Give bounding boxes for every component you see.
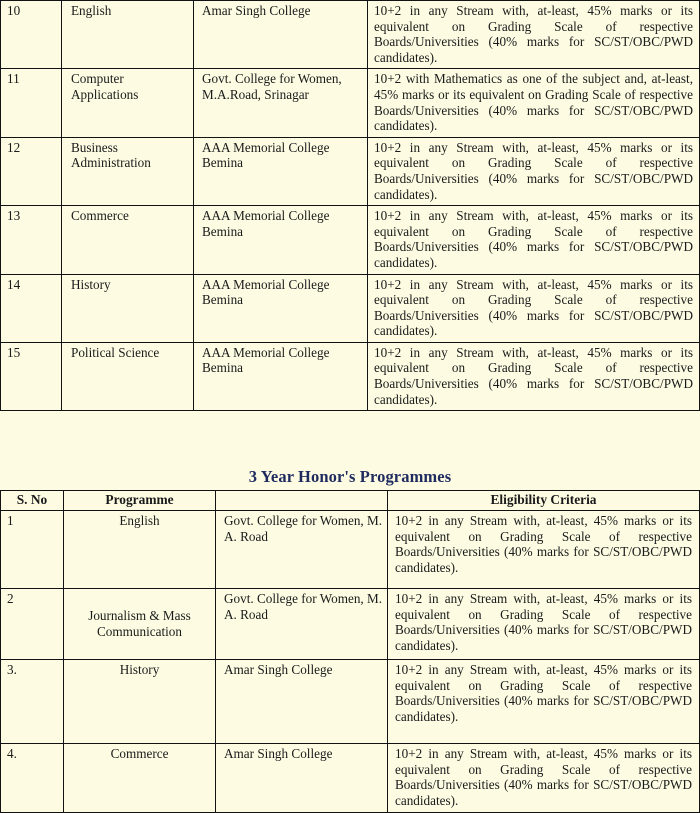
cell-college: Govt. College for Women, M.A.Road, Srinagar [194, 69, 368, 137]
cell-eligibility: 10+2 in any Stream with, at-least, 45% marks or its equivalent on Grading Scale of respective Boards/Universities (40% marks for SC/ST/OBC/PWD candidates). [368, 206, 700, 274]
section-spacer [0, 411, 700, 467]
cell-serial-number: 13 [1, 206, 62, 274]
cell-college: AAA Memorial College Bemina [194, 137, 368, 205]
column-header-college [216, 491, 388, 511]
table-row [1, 206, 700, 274]
cell-programme: Business Administration [62, 137, 194, 205]
cell-serial-number: 3. [1, 660, 64, 744]
cell-college: AAA Memorial College Bemina [194, 342, 368, 410]
table-body [1, 1, 700, 411]
cell-serial-number: 14 [1, 274, 62, 342]
cell-eligibility: 10+2 in any Stream with, at-least, 45% marks or its equivalent on Grading Scale of respective Boards/Universities (40% marks for SC/ST/OBC/PWD candidates). [388, 589, 700, 660]
cell-college: Govt. College for Women, M. A. Road [216, 511, 388, 589]
table-row [1, 744, 700, 812]
column-header-eligibility: Eligibility Criteria [388, 491, 700, 511]
table-body [1, 511, 700, 812]
table-row [1, 511, 700, 589]
column-header-serial-number: S. No [1, 491, 64, 511]
cell-programme: Commerce [62, 206, 194, 274]
cell-college: AAA Memorial College Bemina [194, 274, 368, 342]
honors-programmes-table [0, 490, 700, 812]
table-row [1, 660, 700, 744]
cell-programme: Commerce [64, 744, 216, 812]
table-row [1, 342, 700, 410]
cell-serial-number: 4. [1, 744, 64, 812]
cell-college: Amar Singh College [194, 1, 368, 69]
cell-college: Govt. College for Women, M. A. Road [216, 589, 388, 660]
cell-programme: Journalism & Mass Communication [64, 589, 216, 660]
cell-programme: History [62, 274, 194, 342]
cell-serial-number: 10 [1, 1, 62, 69]
cell-eligibility: 10+2 in any Stream with, at-least, 45% marks or its equivalent on Grading Scale of respective Boards/Universities (40% marks for SC/ST/OBC/PWD candidates). [368, 1, 700, 69]
cell-college: Amar Singh College [216, 660, 388, 744]
cell-serial-number: 11 [1, 69, 62, 137]
cell-eligibility: 10+2 in any Stream with, at-least, 45% marks or its equivalent on Grading Scale of respective Boards/Universities (40% marks for SC/ST/OBC/PWD candidates). [388, 744, 700, 812]
table-header [1, 491, 700, 511]
cell-programme: History [64, 660, 216, 744]
table-row [1, 137, 700, 205]
cell-college: Amar Singh College [216, 744, 388, 812]
table-header-row [1, 491, 700, 511]
cell-eligibility: 10+2 with Mathematics as one of the subject and, at-least, 45% marks or its equivalent on Grading Scale of respective Boards/Universities (40% marks for SC/ST/OBC/PWD candidates). [368, 69, 700, 137]
cell-eligibility: 10+2 in any Stream with, at-least, 45% marks or its equivalent on Grading Scale of respective Boards/Universities (40% marks for SC/ST/OBC/PWD candidates). [368, 274, 700, 342]
honors-section-title: 3 Year Honor's Programmes [248, 467, 452, 487]
cell-eligibility: 10+2 in any Stream with, at-least, 45% marks or its equivalent on Grading Scale of respective Boards/Universities (40% marks for SC/ST/OBC/PWD candidates). [388, 660, 700, 744]
cell-serial-number: 2 [1, 589, 64, 660]
table-row [1, 589, 700, 660]
cell-programme: Computer Applications [62, 69, 194, 137]
cell-eligibility: 10+2 in any Stream with, at-least, 45% marks or its equivalent on Grading Scale of respective Boards/Universities (40% marks for SC/ST/OBC/PWD candidates). [368, 342, 700, 410]
table-row [1, 69, 700, 137]
cell-eligibility: 10+2 in any Stream with, at-least, 45% marks or its equivalent on Grading Scale of respective Boards/Universities (40% marks for SC/ST/OBC/PWD candidates). [388, 511, 700, 589]
cell-programme: English [64, 511, 216, 589]
cell-serial-number: 15 [1, 342, 62, 410]
cell-programme: English [62, 1, 194, 69]
column-header-programme: Programme [64, 491, 216, 511]
cell-serial-number: 12 [1, 137, 62, 205]
table-row [1, 1, 700, 69]
cell-college: AAA Memorial College Bemina [194, 206, 368, 274]
cell-eligibility: 10+2 in any Stream with, at-least, 45% marks or its equivalent on Grading Scale of respective Boards/Universities (40% marks for SC/ST/OBC/PWD candidates). [368, 137, 700, 205]
cell-serial-number: 1 [1, 511, 64, 589]
cell-programme: Political Science [62, 342, 194, 410]
table-row [1, 274, 700, 342]
